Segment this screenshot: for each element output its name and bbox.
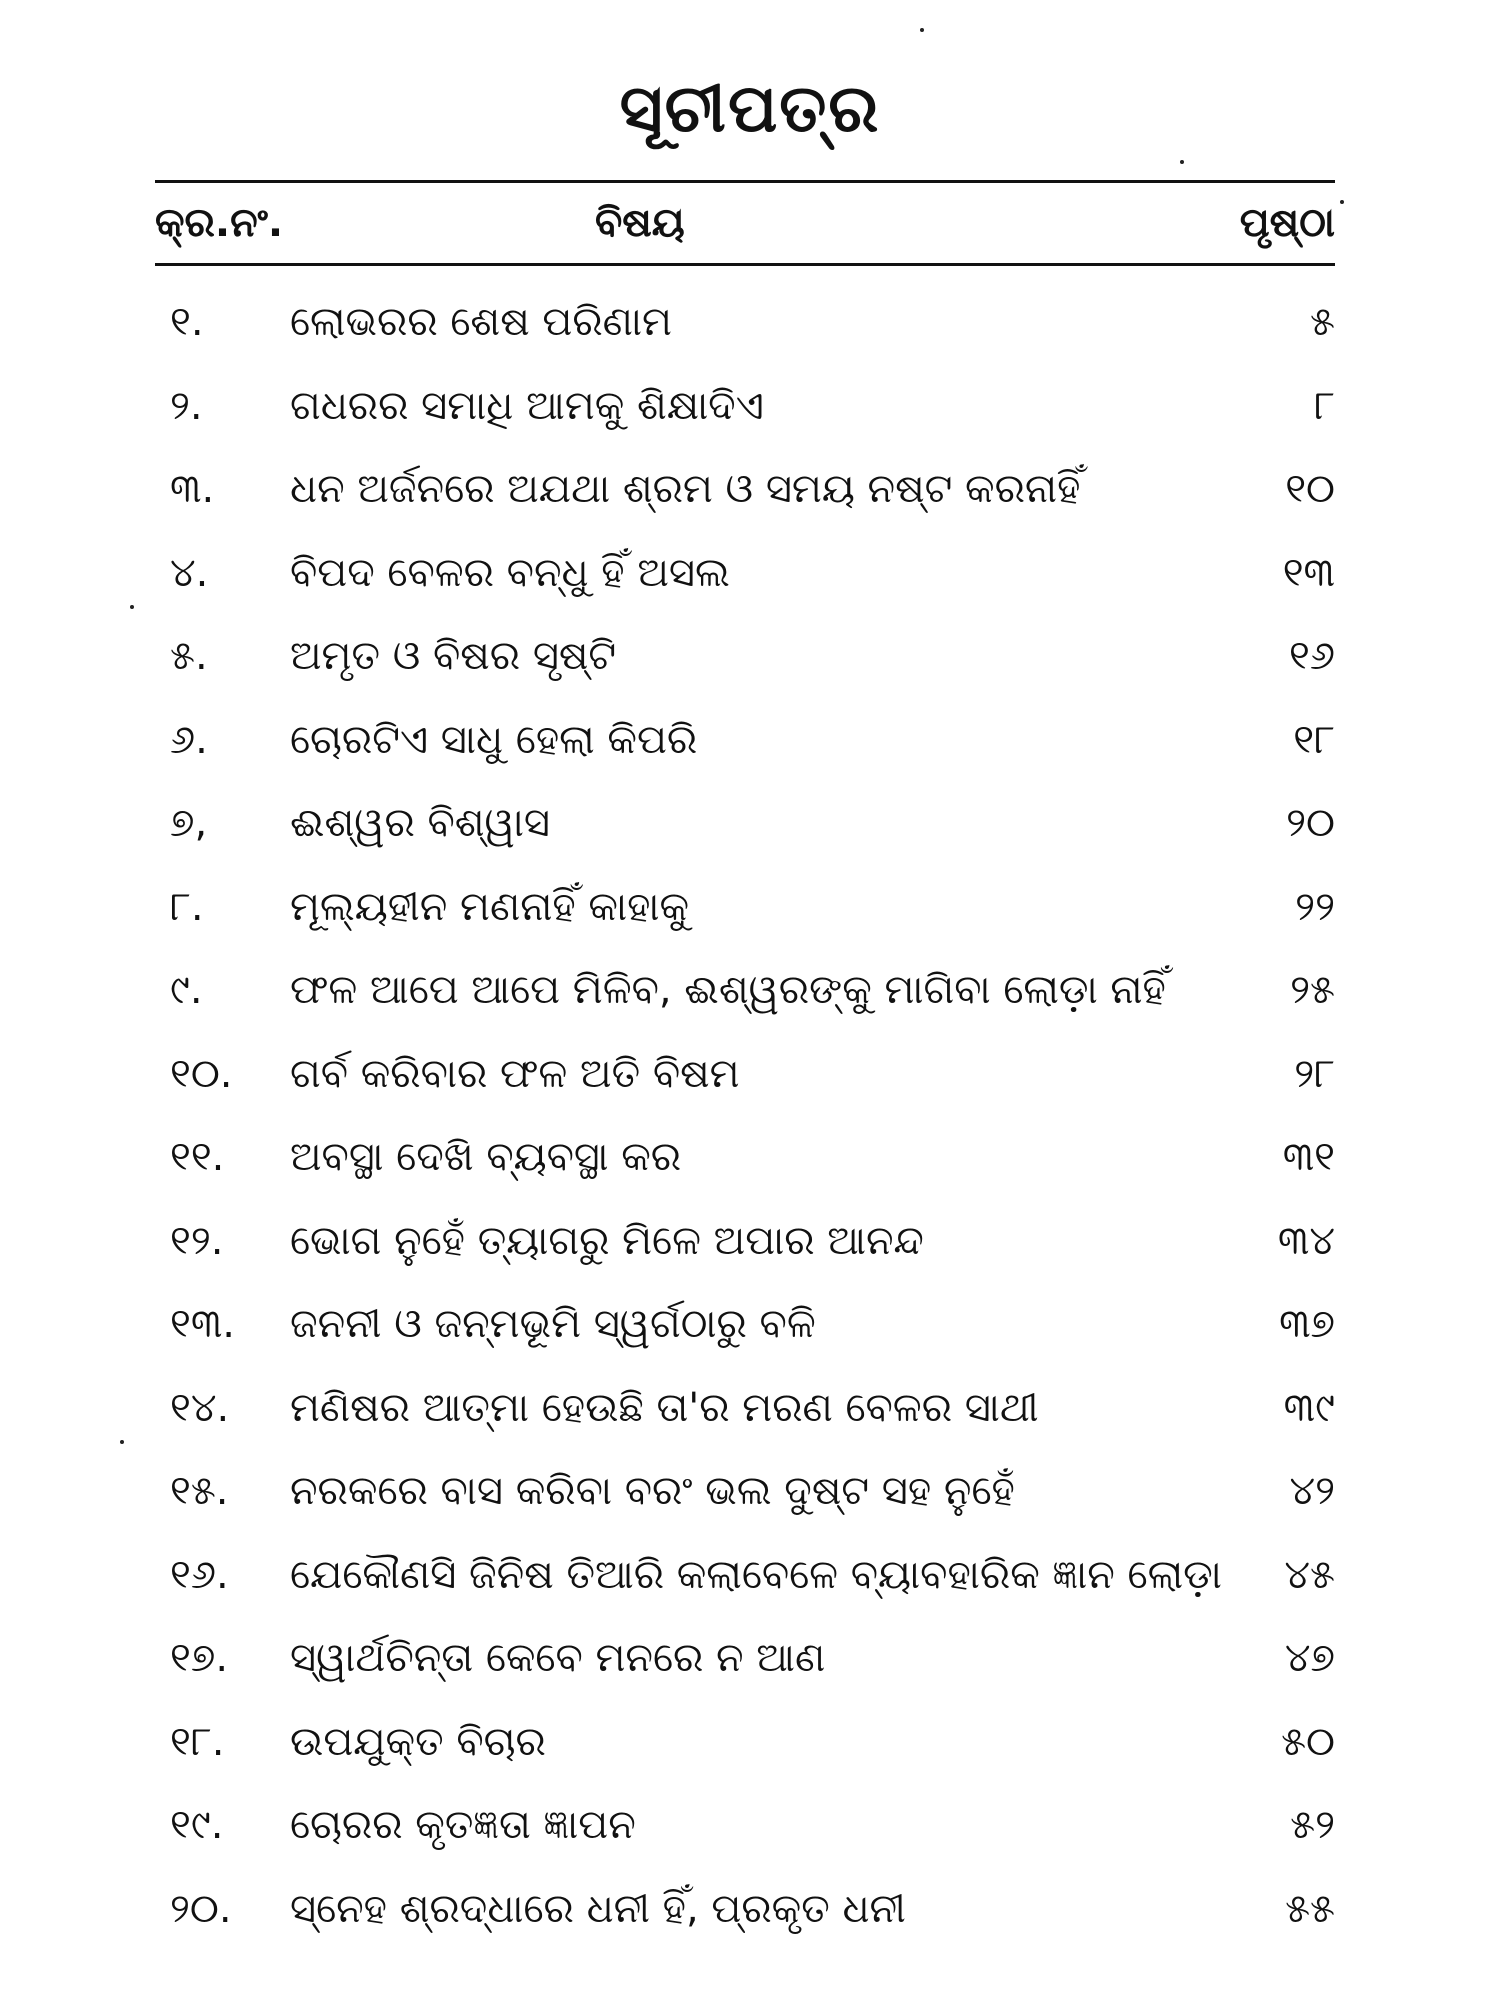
row-page: ୨୦ xyxy=(1286,800,1335,846)
contents-list xyxy=(155,290,1335,1960)
row-subject: ଗର୍ବ କରିବାର ଫଳ ଅତି ବିଷମ xyxy=(290,1050,740,1097)
contents-row xyxy=(155,1209,1335,1293)
row-page: ୨୮ xyxy=(1294,1050,1335,1097)
header-serial: କ୍ର.ନଂ. xyxy=(155,200,284,246)
row-page: ୩୭ xyxy=(1279,1301,1335,1347)
row-subject: ନରକରେ ବାସ କରିବା ବରଂ ଭଲ ଦୁଷ୍ଟ ସହ ନୁହେଁ xyxy=(290,1468,1015,1514)
header-subject: ବିଷୟ xyxy=(595,200,685,246)
row-subject: ଜନନୀ ଓ ଜନ୍ମଭୂମି ସ୍ୱର୍ଗଠାରୁ ବଳି xyxy=(290,1301,816,1347)
row-subject: ମଣିଷର ଆତ୍ମା ହେଉଛି ତା'ର ମରଣ ବେଳର ସାଥୀ xyxy=(290,1384,1039,1431)
row-number: ୯. xyxy=(170,967,203,1013)
row-subject: ଫଳ ଆପେ ଆପେ ମିଳିବ, ଈଶ୍ୱରଙ୍କୁ ମାଗିବା ଲୋଡ଼ା ନାହିଁ xyxy=(290,967,1166,1013)
row-subject: ଉପଯୁକ୍ତ ବିଚାର xyxy=(290,1718,546,1765)
row-number: ୮. xyxy=(170,883,204,930)
row-subject: ସ୍ନେହ ଶ୍ରଦ୍ଧାରେ ଧନୀ ହିଁ, ପ୍ରକୃତ ଧନୀ xyxy=(290,1885,906,1932)
contents-row xyxy=(155,1626,1335,1710)
row-page: ୧୩ xyxy=(1282,549,1335,596)
row-subject: ବିପଦ ବେଳର ବନ୍ଧୁ ହିଁ ଅସଲ xyxy=(290,549,730,596)
contents-row xyxy=(155,708,1335,792)
contents-row xyxy=(155,958,1335,1042)
row-subject: ଧନ ଅର୍ଜନରେ ଅଯଥା ଶ୍ରମ ଓ ସମୟ ନଷ୍ଟ କରନାହିଁ xyxy=(290,466,1081,512)
row-page: ୫ xyxy=(1310,299,1335,345)
row-subject: ଅମୃତ ଓ ବିଷର ସୃଷ୍ଟି xyxy=(290,633,617,679)
row-page: ୧୬ xyxy=(1289,633,1335,679)
contents-row xyxy=(155,1877,1335,1961)
row-number: ୧୭. xyxy=(170,1635,229,1681)
row-page: ୫୨ xyxy=(1290,1802,1335,1848)
row-subject: ଚୋରର କୃତଜ୍ଞତା ଜ୍ଞାପନ xyxy=(290,1802,636,1848)
contents-row xyxy=(155,1793,1335,1877)
row-page: ୮ xyxy=(1314,382,1335,429)
row-page: ୫୦ xyxy=(1281,1718,1335,1765)
row-number: ୪. xyxy=(170,549,209,596)
contents-row xyxy=(155,541,1335,625)
row-subject: ମୂଲ୍ୟହୀନ ମଣନାହିଁ କାହାକୁ xyxy=(290,883,690,930)
scan-speck xyxy=(130,605,134,609)
contents-row xyxy=(155,791,1335,875)
row-number: ୬. xyxy=(170,716,208,763)
contents-row xyxy=(155,1376,1335,1460)
row-number: ୧୦. xyxy=(170,1050,233,1097)
row-number: ୨. xyxy=(170,382,203,429)
row-page: ୩୧ xyxy=(1282,1134,1335,1180)
row-subject: ଯେକୌଣସି ଜିନିଷ ତିଆରି କଲାବେଳେ ବ୍ୟାବହାରିକ ଜ୍ଞାନ ଲୋଡ଼ା xyxy=(290,1551,1222,1598)
row-page: ୫୫ xyxy=(1285,1885,1335,1932)
row-page: ୪୫ xyxy=(1284,1551,1335,1598)
row-page: ୩୯ xyxy=(1283,1384,1335,1431)
scan-speck xyxy=(120,1440,124,1444)
row-subject: ଚୋରଟିଏ ସାଧୁ ହେଲା କିପରି xyxy=(290,716,698,763)
row-subject: ସ୍ୱାର୍ଥଚିନ୍ତା କେବେ ମନରେ ନ ଆଣ xyxy=(290,1635,826,1681)
scan-speck xyxy=(920,28,924,32)
row-number: ୧୪. xyxy=(170,1384,230,1431)
header-bottom-rule xyxy=(155,263,1335,266)
row-page: ୧୦ xyxy=(1285,466,1335,512)
row-number: ୫. xyxy=(170,633,208,679)
row-number: ୧୩. xyxy=(170,1301,235,1347)
row-number: ୩. xyxy=(170,466,215,512)
contents-row xyxy=(155,374,1335,458)
contents-row xyxy=(155,624,1335,708)
contents-row xyxy=(155,1459,1335,1543)
contents-row xyxy=(155,1042,1335,1126)
row-subject: ଗଧରର ସମାଧି ଆମକୁ ଶିକ୍ଷାଦିଏ xyxy=(290,382,764,429)
contents-row xyxy=(155,1292,1335,1376)
row-number: ୧. xyxy=(170,299,204,345)
row-page: ୪୨ xyxy=(1289,1468,1335,1514)
row-page: ୩୪ xyxy=(1277,1217,1335,1264)
row-number: ୧୯. xyxy=(170,1802,224,1848)
row-number: ୧୬. xyxy=(170,1551,229,1598)
page-title: ସୂଚୀପତ୍ର xyxy=(619,70,881,147)
scan-speck xyxy=(1180,160,1184,164)
row-subject: ଭୋଗ ନୁହେଁ ତ୍ୟାଗରୁ ମିଳେ ଅପାର ଆନନ୍ଦ xyxy=(290,1217,924,1264)
contents-row xyxy=(155,1543,1335,1627)
table-header xyxy=(155,200,1335,256)
contents-row xyxy=(155,1125,1335,1209)
contents-row xyxy=(155,1710,1335,1794)
row-number: ୧୮. xyxy=(170,1718,225,1765)
row-number: ୭, xyxy=(170,800,208,846)
row-subject: ଲୋଭରର ଶେଷ ପରିଣାମ xyxy=(290,299,672,345)
row-number: ୧୫. xyxy=(170,1468,229,1514)
row-number: ୨୦. xyxy=(170,1885,232,1932)
contents-row xyxy=(155,457,1335,541)
row-number: ୧୧. xyxy=(170,1134,225,1180)
contents-row xyxy=(155,875,1335,959)
header-top-rule xyxy=(155,180,1335,183)
contents-row xyxy=(155,290,1335,374)
row-subject: ଅବସ୍ଥା ଦେଖି ବ୍ୟବସ୍ଥା କର xyxy=(290,1134,682,1180)
row-page: ୧୮ xyxy=(1293,716,1335,763)
row-number: ୧୨. xyxy=(170,1217,224,1264)
row-page: ୨୫ xyxy=(1290,967,1335,1013)
scan-speck xyxy=(1340,200,1344,204)
row-page: ୨୨ xyxy=(1295,883,1335,930)
row-page: ୪୭ xyxy=(1284,1635,1335,1681)
row-subject: ଈଶ୍ୱର ବିଶ୍ୱାସ xyxy=(290,800,550,846)
header-page: ପୃଷ୍ଠା xyxy=(1239,200,1335,246)
